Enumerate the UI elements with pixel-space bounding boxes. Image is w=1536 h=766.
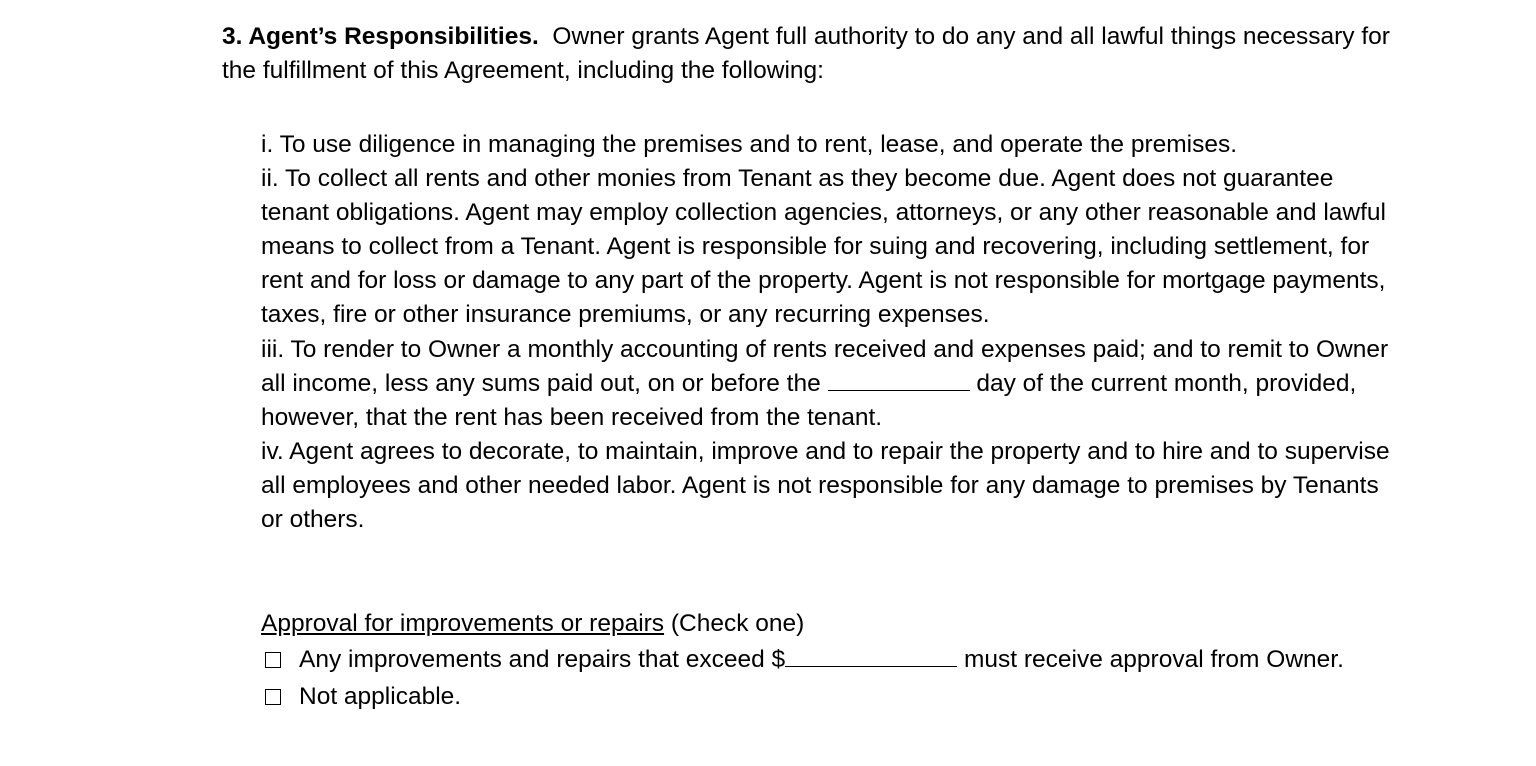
list-item: iv. Agent agrees to decorate, to maintain, improve and to repair the property and to hire and to supervise all employees and other needed labor. Agent is not responsible for any damage to premises by Tenants or others. bbox=[261, 437, 1390, 534]
approval-title: Approval for improvements or repairs bbox=[261, 610, 665, 637]
item-text-before: iii. To render to Owner a monthly accounting of rents received and expenses paid; and to remit to Owner all income, less any sums paid out, on or before the bbox=[261, 335, 1389, 397]
section-3-paragraph bbox=[222, 20, 1402, 89]
approval-section bbox=[261, 606, 1401, 715]
approval-option-threshold bbox=[261, 642, 1401, 678]
option-text-before: Any improvements and repairs that exceed $ bbox=[299, 646, 786, 674]
list-item bbox=[261, 333, 1401, 435]
checkbox-threshold[interactable] bbox=[265, 652, 281, 668]
list-item: i. To use diligence in managing the premises and to rent, lease, and operate the premises. bbox=[261, 131, 1238, 158]
list-item: ii. To collect all rents and other monies from Tenant as they become due. Agent does not guarantee tenant obligations. Agent may employ collection agencies, attorneys, or any other reasonable and lawful means to collect from a Tenant. Agent is responsible for suing and recovering, including settlement, for rent and for loss or damage to any part of the property. Agent is not responsible for mortgage payments, taxes, fire or other insurance premiums, or any recurring expenses. bbox=[261, 165, 1386, 329]
option-text-after: must receive approval from Owner. bbox=[963, 646, 1344, 674]
checkbox-not-applicable[interactable] bbox=[265, 689, 281, 705]
approval-option-not-applicable bbox=[261, 679, 1401, 715]
responsibilities-list bbox=[261, 128, 1401, 537]
item-text-after: day of the current month, provided, however, that the rent has been received from the tenant. bbox=[261, 369, 1357, 431]
day-blank-field[interactable] bbox=[828, 372, 970, 391]
amount-blank-field[interactable] bbox=[785, 648, 957, 667]
section-intro: Owner grants Agent full authority to do any and all lawful things necessary for the fulfillment of this Agreement, including the following: bbox=[222, 23, 1390, 85]
approval-header bbox=[261, 606, 1401, 642]
option-label: Not applicable. bbox=[299, 682, 462, 710]
section-heading: 3. Agent’s Responsibilities. bbox=[222, 23, 539, 50]
approval-instruction: (Check one) bbox=[670, 610, 805, 637]
